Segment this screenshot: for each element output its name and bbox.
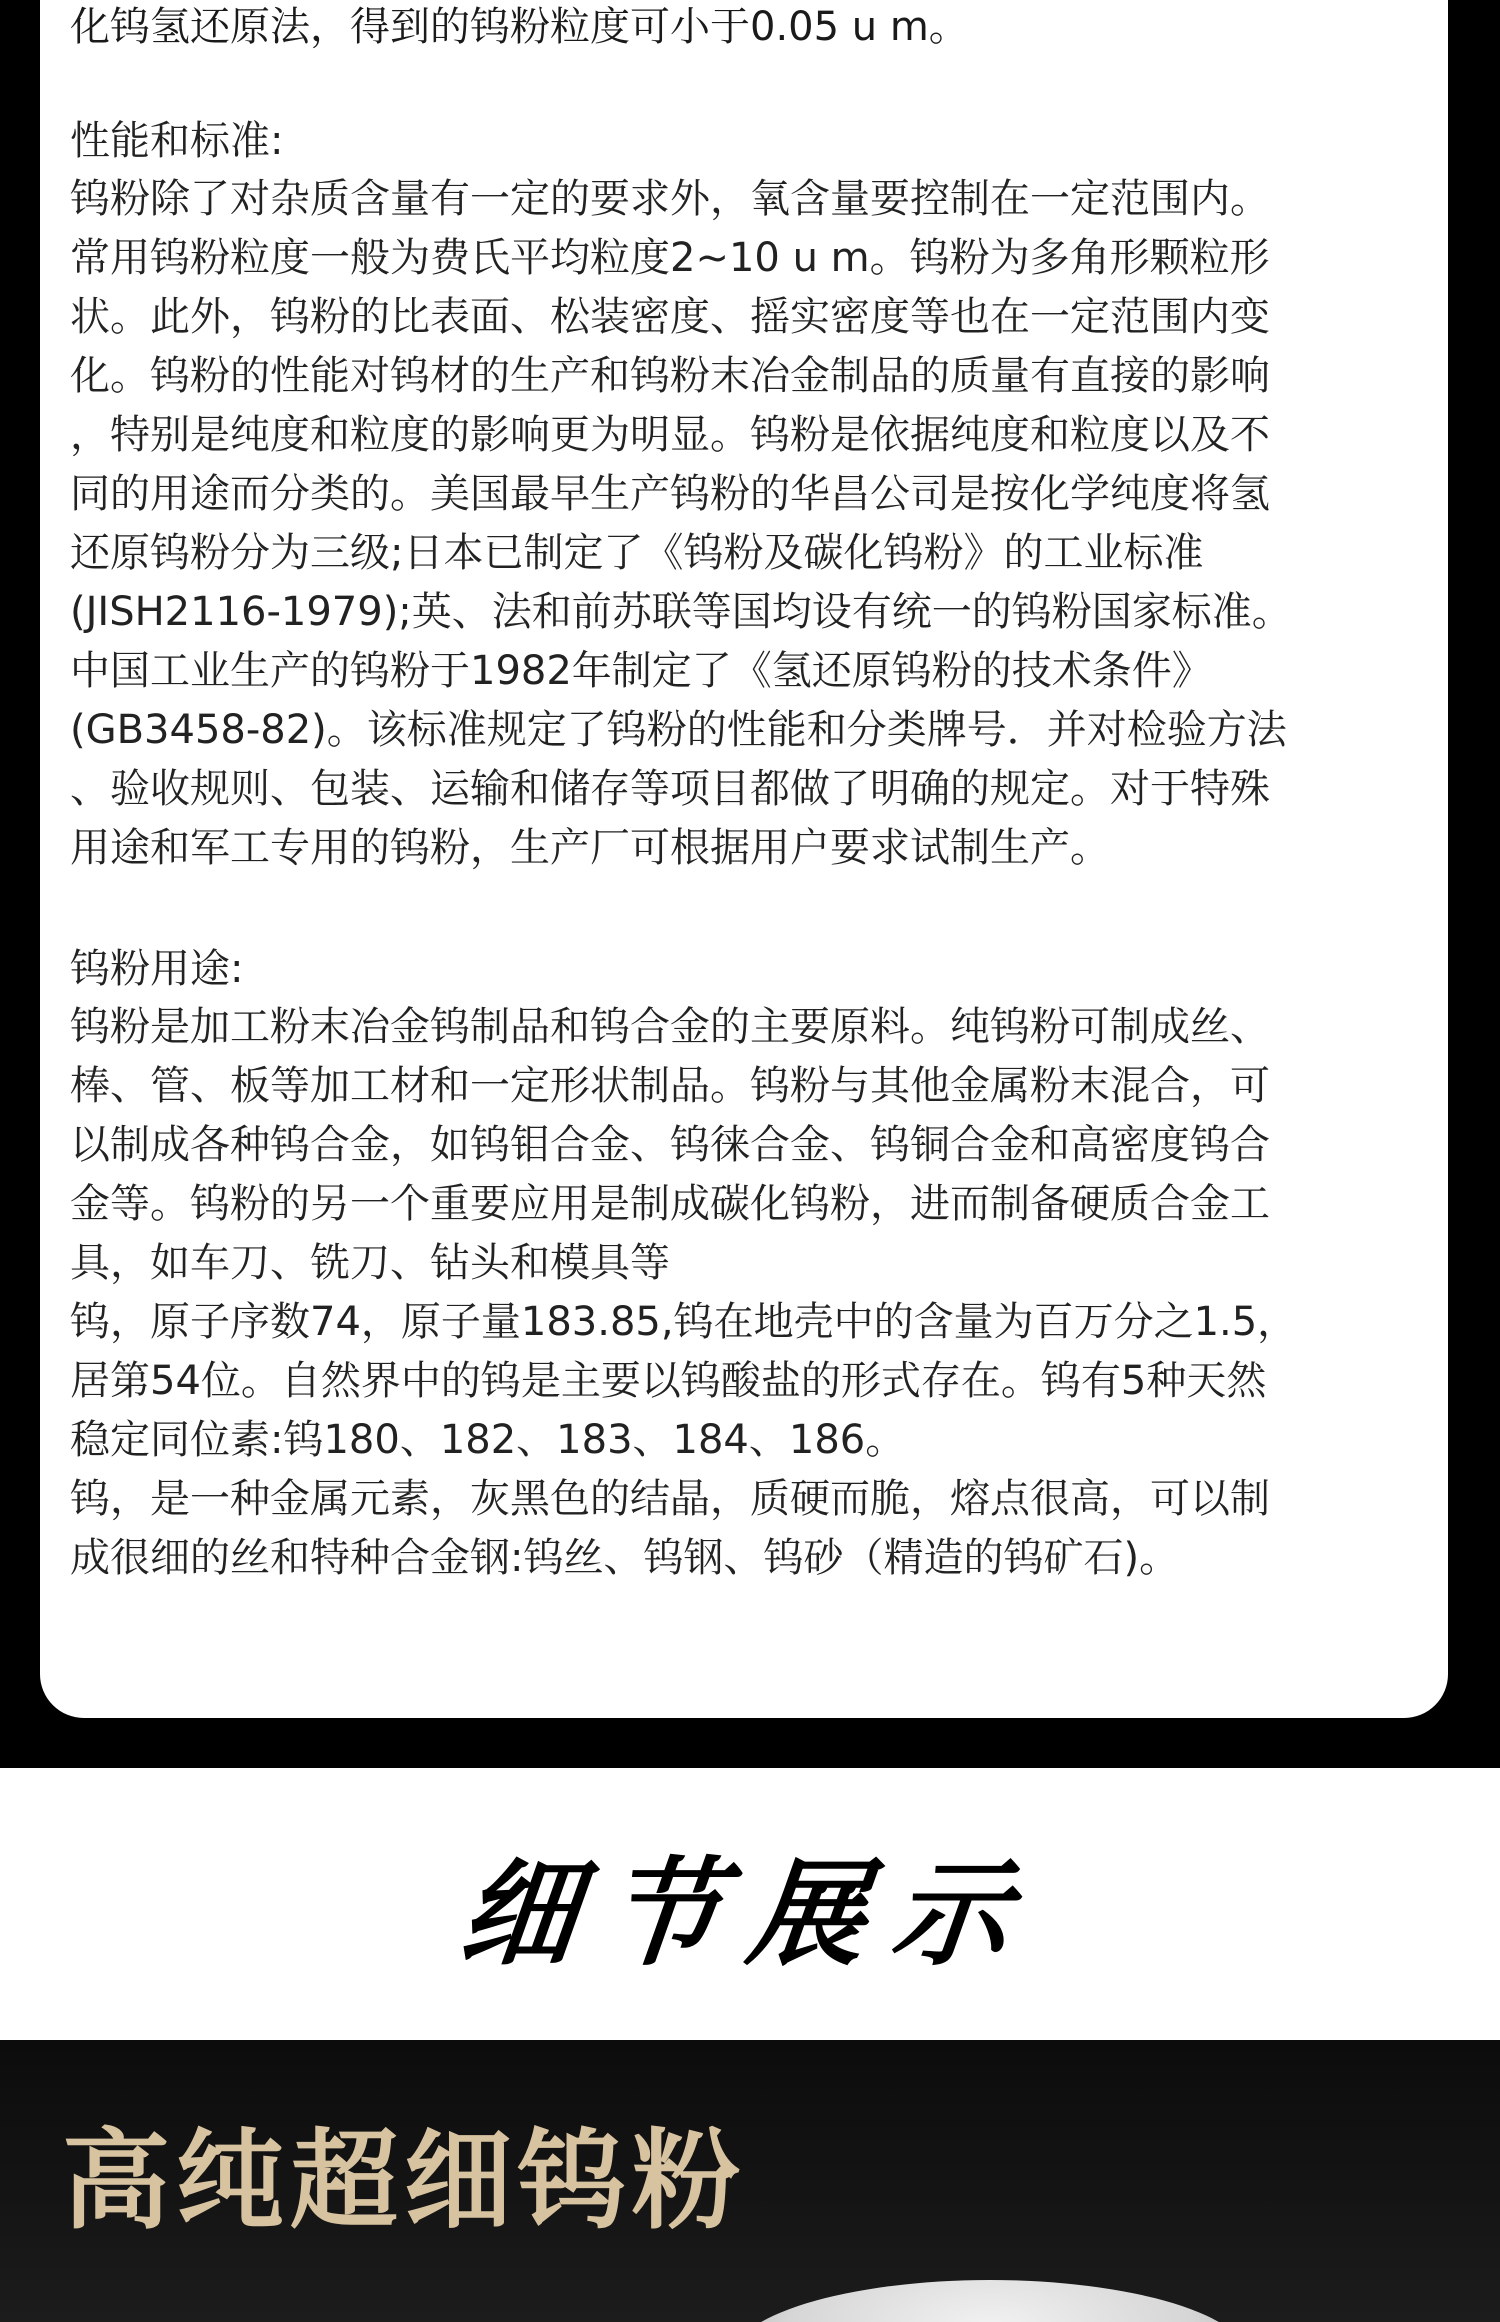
usage-heading: 钨粉用途: (70, 946, 244, 992)
product-title: 高纯超细钨粉 (62, 2118, 747, 2244)
performance-block (70, 112, 1396, 878)
usage-text: 钨粉是加工粉末冶金钨制品和钨合金的主要原料。纯钨粉可制成丝、 棒、管、板等加工材和一定形状制品。钨粉与其他金属粉末混合，可 以制成各种钨合金，如钨钼合金、钨徕合金、钨铜合金和高密度钨合 金等。钨粉的另一个重要应用是制成碳化钨粉，进而制备硬质合金工 具，如车刀、铣刀、钻头和模具等 钨，原子序数74，原子量183.85,钨在地壳中的含量为百万分之1.5， 居第54位。自然界中的钨是主要以钨酸盐的形式存在。钨有5种天然 稳定同位素:钨180、182、183、184、186。 钨，是一种金属元素，灰黑色的结晶，质硬而脆，熔点很高，可以制 成很细的丝和特种合金钢:钨丝、钨钢、钨砂（精造的钨矿石)。 (70, 1004, 1298, 1581)
intro-tail-line: 化钨氢还原法，得到的钨粉粒度可小于0.05 u m。 (70, 4, 969, 50)
detail-title: 细节展示 (453, 1846, 1045, 1982)
product-image (730, 2280, 1250, 2322)
info-card (40, 0, 1448, 1718)
performance-heading: 性能和标准: (70, 118, 284, 164)
product-banner (0, 2040, 1500, 2322)
usage-block (70, 940, 1396, 1588)
detail-section (0, 1768, 1500, 2040)
performance-text: 钨粉除了对杂质含量有一定的要求外，氧含量要控制在一定范围内。 常用钨粉粒度一般为费氏平均粒度2~10 u m。钨粉为多角形颗粒形 状。此外，钨粉的比表面、松装密度、摇实密度等也在一定范围内变 化。钨粉的性能对钨材的生产和钨粉末冶金制品的质量有直接的影响 ，特别是纯度和粒度的影响更为明显。钨粉是依据纯度和粒度以及不 同的用途而分类的。美国最早生产钨粉的华昌公司是按化学纯度将氢 还原钨粉分为三级;日本已制定了《钨粉及碳化钨粉》的工业标准 (JISH2116-1979);英、法和前苏联等国均设有统一的钨粉国家标准。 中国工业生产的钨粉于1982年制定了《氢还原钨粉的技术条件》 (GB3458-82)。该标准规定了钨粉的性能和分类牌号．并对检验方法 、验收规则、包装、运输和储存等项目都做了明确的规定。对于特殊 用途和军工专用的钨粉，生产厂可根据用户要求试制生产。 (70, 176, 1292, 871)
